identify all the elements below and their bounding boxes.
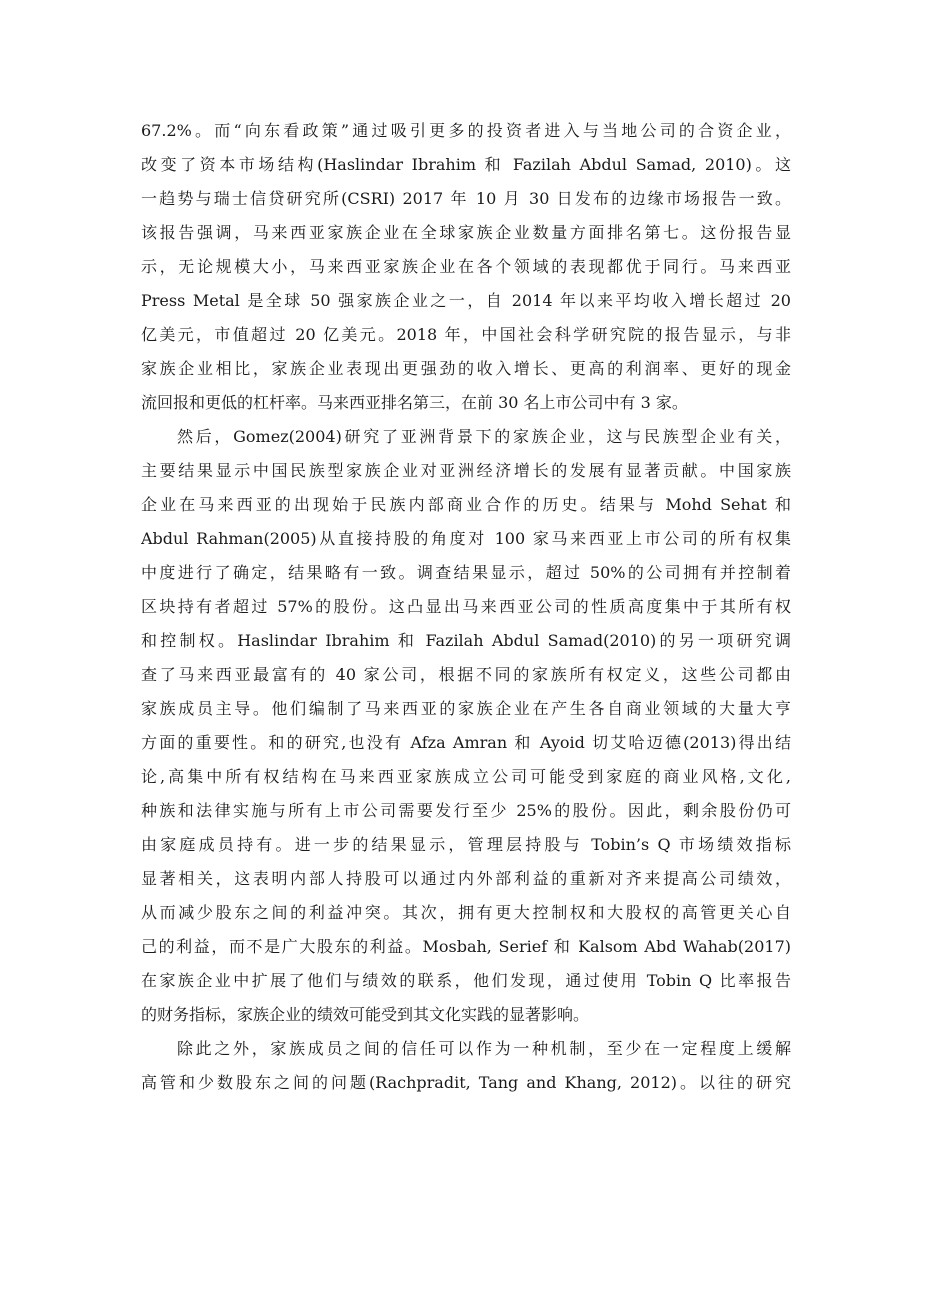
text-line: 己的利益，而不是广大股东的利益。Mosbah, Serief 和 Kalsom Abd Wahab(2017) bbox=[141, 937, 791, 956]
text-line: 改变了资本市场结构(Haslindar Ibrahim 和 Fazilah Abdul Samad, 2010)。这 bbox=[141, 155, 791, 174]
text-line: 然后，Gomez(2004)研究了亚洲背景下的家族企业，这与民族型企业有关， bbox=[177, 427, 791, 446]
text-line: 区块持有者超过 57%的股份。这凸显出马来西亚公司的性质高度集中于其所有权 bbox=[141, 597, 791, 616]
text-line: 企业在马来西亚的出现始于民族内部商业合作的历史。结果与 Mohd Sehat 和 bbox=[141, 495, 791, 514]
text-line: 亿美元，市值超过 20 亿美元。2018 年，中国社会科学研究院的报告显示，与非 bbox=[141, 325, 791, 344]
text-line: 由家庭成员持有。进一步的结果显示，管理层持股与 Tobin’s Q 市场绩效指标 bbox=[141, 835, 791, 854]
text-line: 示，无论规模大小，马来西亚家族企业在各个领域的表现都优于同行。马来西亚 bbox=[141, 257, 791, 276]
text-line: 该报告强调，马来西亚家族企业在全球家族企业数量方面排名第七。这份报告显 bbox=[141, 223, 791, 242]
text-line: 家族成员主导。他们编制了马来西亚的家族企业在产生各自商业领域的大量大亨 bbox=[141, 699, 791, 718]
text-line: 流回报和更低的杠杆率。马来西亚排名第三，在前 30 名上市公司中有 3 家。 bbox=[141, 393, 688, 412]
text-line: 一趋势与瑞士信贷研究所(CSRI) 2017 年 10 月 30 日发布的边缘市场报告一致。 bbox=[141, 189, 791, 208]
text-line: 论,高集中所有权结构在马来西亚家族成立公司可能受到家庭的商业风格,文化, bbox=[141, 767, 791, 786]
text-line: 高管和少数股东之间的问题(Rachpradit, Tang and Khang, 2012)。以往的研究 bbox=[141, 1073, 791, 1092]
text-line: 查了马来西亚最富有的 40 家公司，根据不同的家族所有权定义，这些公司都由 bbox=[141, 665, 791, 684]
text-line: 的财务指标，家族企业的绩效可能受到其文化实践的显著影响。 bbox=[141, 1005, 590, 1024]
text-line: 显著相关，这表明内部人持股可以通过内外部利益的重新对齐来提高公司绩效， bbox=[141, 869, 791, 888]
text-line: 除此之外，家族成员之间的信任可以作为一种机制，至少在一定程度上缓解 bbox=[177, 1039, 791, 1058]
text-line: 种族和法律实施与所有上市公司需要发行至少 25%的股份。因此，剩余股份仍可 bbox=[141, 801, 791, 820]
text-line: 和控制权。Haslindar Ibrahim 和 Fazilah Abdul Samad(2010)的另一项研究调 bbox=[141, 631, 791, 650]
text-line: 67.2%。而“向东看政策”通过吸引更多的投资者进入与当地公司的合资企业， bbox=[141, 121, 791, 140]
text-line: Abdul Rahman(2005)从直接持股的角度对 100 家马来西亚上市公司的所有权集 bbox=[141, 529, 791, 548]
text-line: 从而减少股东之间的利益冲突。其次，拥有更大控制权和大股权的高管更关心自 bbox=[141, 903, 791, 922]
text-line: 在家族企业中扩展了他们与绩效的联系，他们发现，通过使用 Tobin Q 比率报告 bbox=[141, 971, 791, 990]
text-line: 方面的重要性。和的研究,也没有 Afza Amran 和 Ayoid 切艾哈迈德(2013)得出结 bbox=[141, 733, 791, 752]
text-line: 主要结果显示中国民族型家族企业对亚洲经济增长的发展有显著贡献。中国家族 bbox=[141, 461, 791, 480]
text-line: 中度进行了确定，结果略有一致。调查结果显示，超过 50%的公司拥有并控制着 bbox=[141, 563, 791, 582]
text-line: Press Metal 是全球 50 强家族企业之一，自 2014 年以来平均收入增长超过 20 bbox=[141, 291, 791, 310]
text-line: 家族企业相比，家族企业表现出更强劲的收入增长、更高的利润率、更好的现金 bbox=[141, 359, 791, 378]
